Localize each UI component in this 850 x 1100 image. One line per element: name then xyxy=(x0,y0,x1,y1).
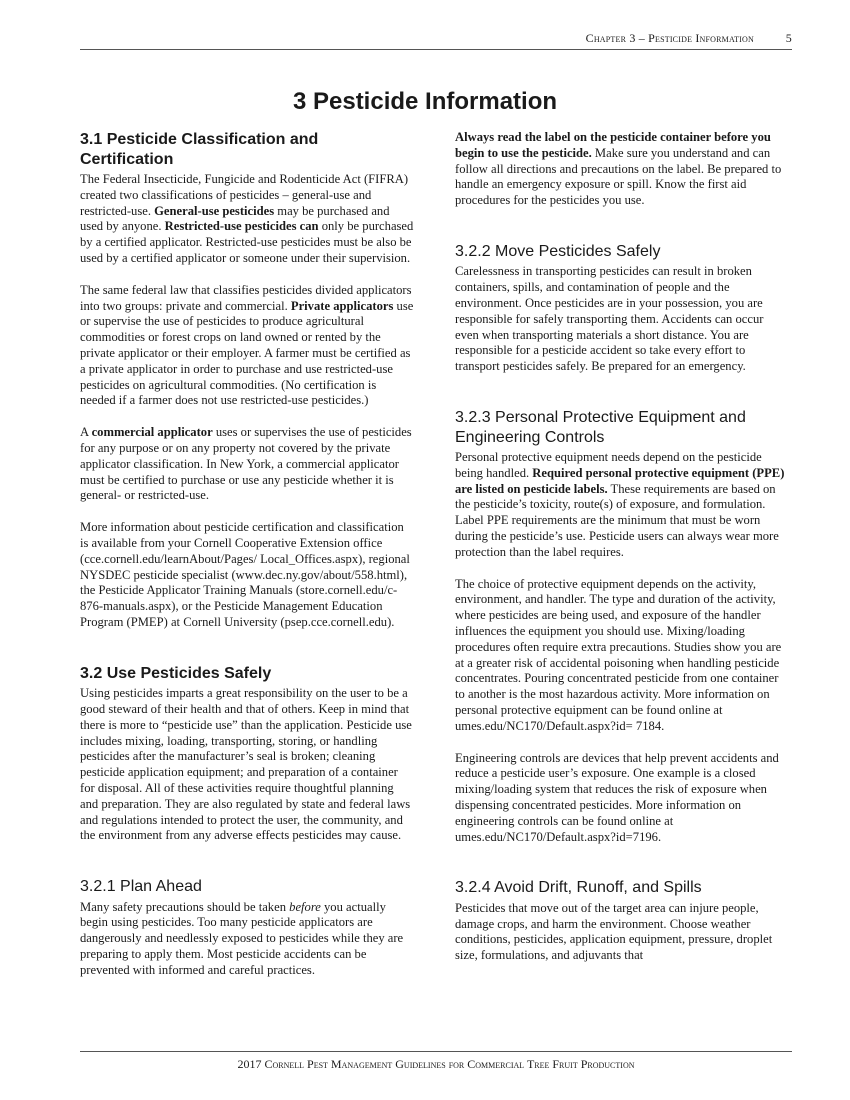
spacer xyxy=(80,860,414,877)
text-run: A xyxy=(80,425,92,440)
spacer xyxy=(455,225,789,242)
paragraph-plan-ahead-continued xyxy=(455,130,789,209)
bold-term: General-use pesticides xyxy=(154,203,275,218)
paragraph-commercial-applicator xyxy=(80,425,414,504)
section-heading-3-2-2: 3.2.2 Move Pesticides Safely xyxy=(455,242,661,260)
paragraph-protective-choice: The choice of protective equipment depends on the activity, environment, and handler. The type and duration of the activity, where pesticides are being used, and exposure of the handler influences the equipment you should use. Mixing/loading procedures often require extra precautions. Studies show you are at a greater risk of accidental poisoning when handling pesticide concentrates. Pouring concentrated pesticide from one container to another is the most hazardous activity. More information on personal protective equipment can be found online at umes.edu/NC170/Default.aspx?id= 7184. xyxy=(455,576,782,733)
section-heading-3-2-1: 3.2.1 Plan Ahead xyxy=(80,878,202,896)
section-heading-3-2-3: 3.2.3 Personal Protective Equipment and Engineering Controls xyxy=(455,409,746,446)
spacer xyxy=(80,647,414,664)
paragraph-move-safely: Carelessness in transporting pesticides can result in broken containers, spills, and contamination of people and the environment. Once pesticides are in your possession, you are responsible for safely transporting them. Accidents can occur even when transporting materials a short distance. You are responsible for a pesticide accident so take every effort to transport pesticides safely. Be prepared for an emergency. xyxy=(455,264,764,374)
paragraph-classification xyxy=(80,172,414,267)
text-run: you actually begin using pesticides. Too many pesticide applicators are dangerously and needlessly exposed to pesticides while they are preparing to apply them. Most pesticide accidents can be prevented with informed and careful practices. xyxy=(80,899,404,977)
paragraph-applicator-groups xyxy=(80,283,414,409)
text-run: use or supervise the use of pesticides to produce agricultural commodities or forest crops on land owned or rented by the private applicator or their employer. A farmer must be certified as a private applicator in order to purchase and use restricted-use pesticides on agricultural commodities. (No certification is needed if a farmer does not use restricted-use pesticides.) xyxy=(80,298,414,408)
text-run: Make sure you understand and can follow all directions and precautions on the label. Be prepared to handle an emergency exposure or spill. Know the first aid procedures for the pesticides you use. xyxy=(455,145,782,208)
text-run: The same federal law that classifies pesticides divided applicators into two groups: private and commercial. xyxy=(80,282,412,313)
running-footer: 2017 Cornell Pest Management Guidelines for Commercial Tree Fruit Production xyxy=(80,1051,792,1072)
spacer xyxy=(455,861,789,878)
text-run: only be purchased by a certified applicator. Restricted-use pesticides must be also be used by a certified applicator or someone under their supervision. xyxy=(80,219,414,265)
spacer xyxy=(455,391,789,408)
bold-term: Always read the label on the pesticide container before you begin to use the pesticide. xyxy=(455,130,771,160)
page-number: 5 xyxy=(785,31,792,45)
section-heading-3-1: 3.1 Pesticide Classification and Certification xyxy=(80,131,319,168)
paragraph-engineering-controls: Engineering controls are devices that help prevent accidents and reduce a pesticide user’s exposure. One example is a closed mixing/loading system that reduces the risk of exposure when dispensing concentrated pesticides. More information on engineering controls can be found online at umes.edu/NC170/Default.aspx?id=7196. xyxy=(455,750,779,844)
italic-term: before xyxy=(289,899,321,914)
bold-term: Private applicators xyxy=(290,298,394,313)
chapter-title: Chapter 3 – Pesticide Information xyxy=(585,31,754,45)
left-column xyxy=(80,130,414,995)
text-run: Personal protective equipment needs depend on the pesticide being handled. xyxy=(455,450,762,480)
text-run: These requirements are based on the pesticide’s toxicity, route(s) of exposure, and formulation. Label PPE requirements are the minimum that must be worn during the pesticide’s use. Pesticide users can always wear more protection than the label requires. xyxy=(455,481,779,559)
text-run: may be purchased and used by anyone. xyxy=(80,203,390,234)
paragraph-ppe xyxy=(455,450,789,561)
paragraph-avoid-drift: Pesticides that move out of the target area can injure people, damage crops, and harm the environment. Choose weather conditions, pesticides, application equipment, pressure, droplet size, formulations, and adjuvants that xyxy=(455,900,773,963)
paragraph-more-info: More information about pesticide certification and classification is available from your Cornell Cooperative Extension office (cce.cornell.edu/learnAbout/Pages/ Local_Offices.aspx), regional NYSDEC pesticide specialist (www.dec.ny.gov/about/558.html), the Pesticide Applicator Training Manuals (store.cornell.edu/c-876-manuals.aspx), or the Pesticide Management Education Program (PMEP) at Cornell University (psep.cce.cornell.edu). xyxy=(80,520,410,629)
section-heading-3-2: 3.2 Use Pesticides Safely xyxy=(80,664,272,682)
text-run: Many safety precautions should be taken xyxy=(80,899,290,914)
paragraph-use-safely: Using pesticides imparts a great responsibility on the user to be a good steward of their health and that of others. Keep in mind that there is more to “pesticide use” than the application. Pesticide use includes mixing, loading, transporting, storing, or handling pesticides after the manufacturer’s seal is broken; cleaning pesticide application equipment; and preparation of a container for disposal. All of these activities require thoughtful planning and preparation. They are also regulated by state and federal laws and regulations intended to protect the user, the community, and the environment from any adverse effects pesticides may cause. xyxy=(80,686,412,843)
bold-term: Required personal protective equipment (PPE) are listed on pesticide labels. xyxy=(455,465,785,496)
right-column xyxy=(455,130,789,980)
text-run: uses or supervises the use of pesticides for any purpose or on any property not covered by the private applicator classification. In New York, a commercial applicator must be certified to purchase or use any pesticide whether it is general- or restricted-use. xyxy=(80,425,412,503)
text-run: The Federal Insecticide, Fungicide and Rodenticide Act (FIFRA) created two classifications of pesticides – general-use and restricted-use. xyxy=(80,172,409,218)
section-heading-3-2-4: 3.2.4 Avoid Drift, Runoff, and Spills xyxy=(455,879,702,897)
bold-term: Restricted-use pesticides can xyxy=(164,219,319,234)
paragraph-plan-ahead-start xyxy=(80,900,414,979)
bold-term: commercial applicator xyxy=(91,425,213,440)
running-header xyxy=(80,31,792,50)
page-title: 3 Pesticide Information xyxy=(292,88,558,115)
